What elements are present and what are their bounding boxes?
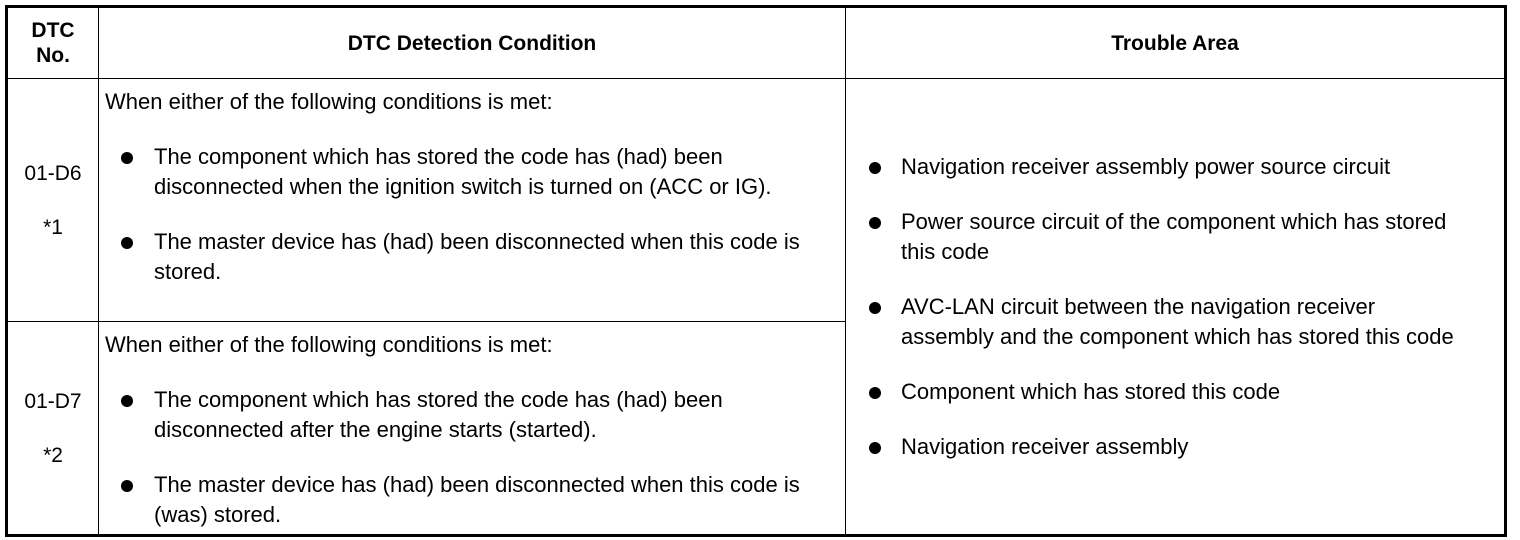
bullet-icon [869, 217, 881, 229]
condition-text: The component which has stored the code has (had) been disconnected when the ignition switch is turned on (ACC or IG). [154, 144, 772, 199]
trouble-area-text: Navigation receiver assembly [901, 433, 1189, 459]
list-item [99, 227, 845, 287]
list-item [99, 470, 845, 530]
dtc-number-cell [7, 79, 99, 322]
table-row [7, 79, 1506, 322]
list-item [99, 142, 845, 202]
bullet-icon [869, 442, 881, 454]
bullet-icon [869, 162, 881, 174]
dtc-note: *2 [43, 443, 63, 467]
header-row [7, 7, 1506, 79]
trouble-area-text: AVC-LAN circuit between the navigation receiver assembly and the component which has stored this code [901, 293, 1454, 349]
dtc-code: 01-D7 [24, 389, 82, 413]
trouble-area-cell [846, 79, 1506, 536]
condition-list [99, 142, 845, 287]
dtc-note: *1 [43, 215, 63, 239]
dtc-number-cell [7, 322, 99, 536]
header-detection-condition: DTC Detection Condition [99, 7, 846, 79]
detection-condition-cell [99, 322, 846, 536]
list-item [846, 152, 1504, 182]
list-item [846, 432, 1504, 462]
trouble-area-text: Component which has stored this code [901, 378, 1281, 404]
condition-text: The component which has stored the code has (had) been disconnected after the engine starts (started). [154, 387, 723, 442]
header-trouble-area: Trouble Area [846, 7, 1506, 79]
trouble-area-text: Navigation receiver assembly power source circuit [901, 153, 1391, 179]
bullet-icon [121, 395, 133, 407]
trouble-area-list [846, 152, 1504, 462]
detection-condition-cell [99, 79, 846, 322]
bullet-icon [121, 480, 133, 492]
condition-intro: When either of the following conditions is met: [105, 89, 553, 114]
header-dtc-no: DTC No. [7, 7, 99, 79]
dtc-code: 01-D6 [24, 161, 82, 185]
bullet-icon [869, 387, 881, 399]
bullet-icon [869, 302, 881, 314]
condition-text: The master device has (had) been disconnected when this code is (was) stored. [154, 472, 800, 527]
condition-intro: When either of the following conditions is met: [105, 332, 553, 357]
trouble-area-text: Power source circuit of the component which has stored this code [901, 208, 1447, 264]
list-item [846, 207, 1504, 267]
list-item [846, 292, 1504, 352]
dtc-table [5, 5, 1507, 537]
bullet-icon [121, 152, 133, 164]
condition-text: The master device has (had) been disconnected when this code is stored. [154, 229, 800, 284]
condition-list [99, 385, 845, 530]
bullet-icon [121, 237, 133, 249]
list-item [846, 377, 1504, 407]
list-item [99, 385, 845, 445]
